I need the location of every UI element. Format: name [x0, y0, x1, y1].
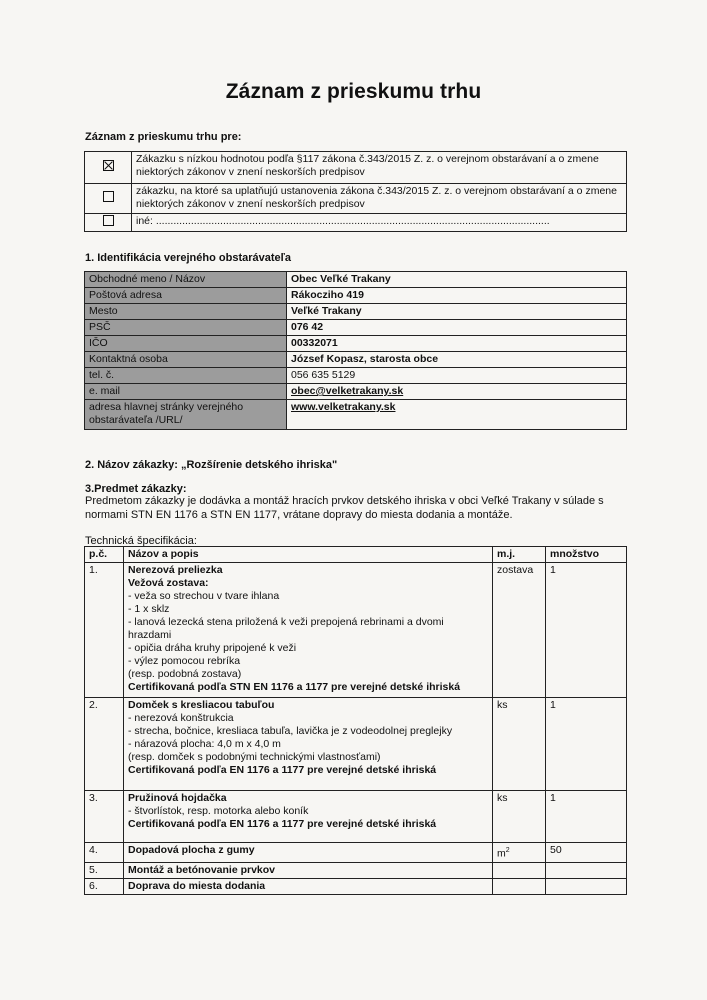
ident-row: PSČ 076 42: [85, 320, 627, 336]
ident-row: tel. č. 056 635 5129: [85, 368, 627, 384]
spec-row: 1. Nerezová preliezka Vežová zostava: - veža so strechou v tvare ihlana - 1 x sklz - lanová lezecká stena priložená k veži prepojená rebrinami a dvomi hrazdami - opičia dráha kruhy pripojené k veži - výlez pomocou rebríka (resp. podobná zostava) Certifikovaná podľa STN EN 1176 a 1177 pre verejné detské ihriská zostava 1: [85, 563, 627, 698]
section3-heading: 3.Predmet zákazky:: [85, 483, 187, 495]
ident-row: Poštová adresa Rákocziho 419: [85, 288, 627, 304]
spec-row: 5. Montáž a betónovanie prvkov: [85, 862, 627, 878]
spec-row: 2. Domček s kresliacou tabuľou - nerezová konštrukcia - strecha, bočnice, kresliaca tabuľa, lavička je z vodeodolnej preglejky - nárazová plocha: 4,0 m x 4,0 m (resp. domček s podobnými technickými vlastnosťami) Certifikovaná podľa EN 1176 a 1177 pre verejné detské ihriská ks 1: [85, 698, 627, 791]
section2-heading: 2. Názov zákazky: „Rozšírenie detského ihriska": [85, 459, 338, 471]
spec-header-row: p.č. Názov a popis m.j. množstvo: [85, 547, 627, 563]
ident-row: adresa hlavnej stránky verejného obstarávateľa /URL/ www.velketrakany.sk: [85, 400, 627, 430]
section3-body: Predmetom zákazky je dodávka a montáž hracích prvkov detského ihriska v obci Veľké Trakany v súlade s normami STN EN 1176 a STN EN 1177, vrátane dopravy do miesta dodania a montáže.: [85, 495, 604, 521]
option-text: zákazku, na ktoré sa uplatňujú ustanovenia zákona č.343/2015 Z. z. o verejnom obstarávaní a o zmene niektorých zákonov v znení neskorších predpisov: [132, 184, 627, 214]
survey-label: Záznam z prieskumu trhu pre:: [85, 131, 242, 143]
option-text: iné: .......................................................................................................................................: [132, 214, 627, 232]
option-row: [85, 214, 627, 232]
option-row: [85, 152, 627, 184]
survey-options-table: [84, 151, 627, 232]
document-title: Záznam z prieskumu trhu: [225, 80, 482, 103]
section1-heading: 1. Identifikácia verejného obstarávateľa: [85, 252, 291, 264]
ident-row: Obchodné meno / Názov Obec Veľké Trakany: [85, 272, 627, 288]
option-text: Zákazku s nízkou hodnotou podľa §117 zákona č.343/2015 Z. z. o verejnom obstarávaní a o zmene niektorých zákonov v znení neskorších predpisov: [132, 152, 627, 184]
checkbox-checked-icon[interactable]: [103, 160, 114, 171]
ident-row: Kontaktná osoba József Kopasz, starosta obce: [85, 352, 627, 368]
option-row: [85, 184, 627, 214]
spec-row: 4. Dopadová plocha z gumy $m^2$ 50: [85, 843, 627, 863]
checkbox-unchecked-icon[interactable]: [103, 191, 114, 202]
specification-table: [84, 546, 627, 895]
spec-caption: Technická špecifikácia:: [85, 535, 197, 547]
ident-row: IČO 00332071: [85, 336, 627, 352]
website-link[interactable]: www.velketrakany.sk: [287, 400, 627, 430]
spec-row: 3. Pružinová hojdačka - štvorlístok, resp. motorka alebo koník Certifikovaná podľa EN 1176 a 1177 pre verejné detské ihriská ks 1: [85, 791, 627, 843]
ident-row: Mesto Veľké Trakany: [85, 304, 627, 320]
identification-table: [84, 271, 627, 430]
email-link[interactable]: obec@velketrakany.sk: [287, 384, 627, 400]
checkbox-unchecked-icon[interactable]: [103, 215, 114, 226]
ident-row: e. mail obec@velketrakany.sk: [85, 384, 627, 400]
spec-row: 6. Doprava do miesta dodania: [85, 878, 627, 894]
